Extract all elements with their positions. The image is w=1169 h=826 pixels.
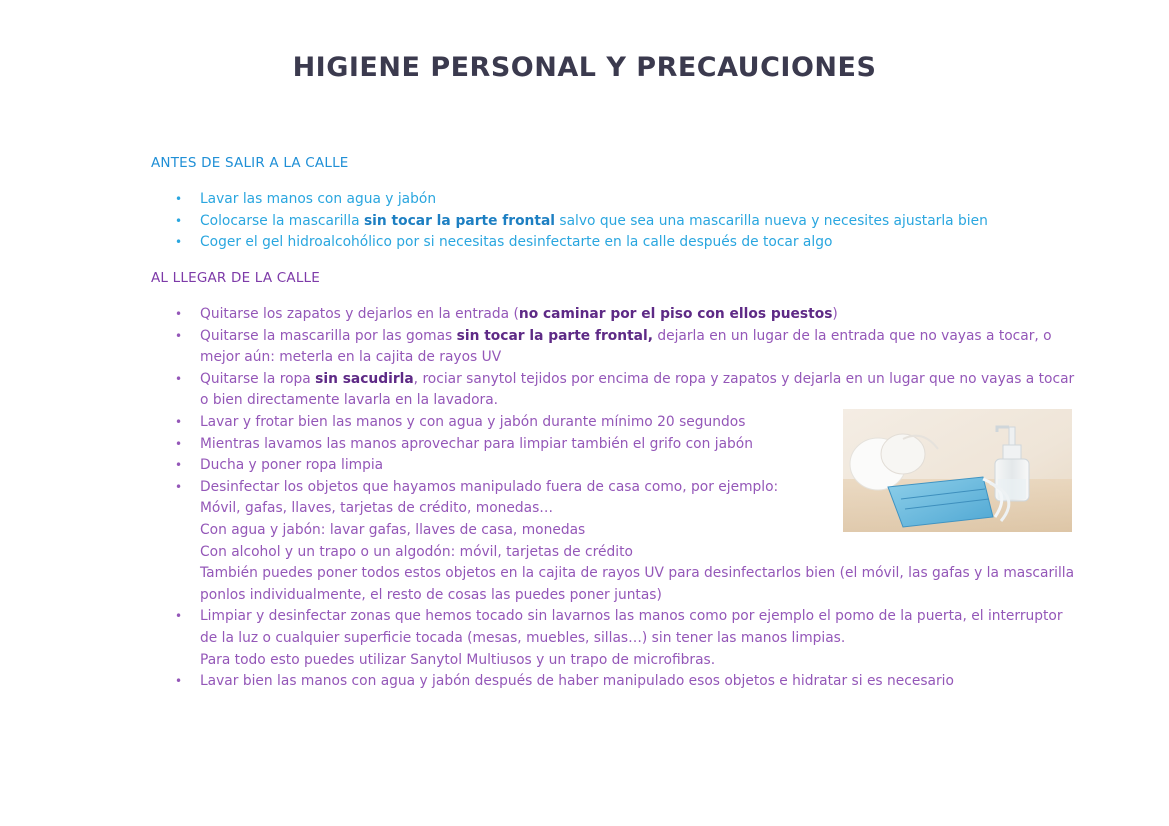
item-text: Desinfectar los objetos que hayamos manipulado fuera de casa como, por ejemplo: — [200, 478, 779, 495]
section-heading-after: AL LLEGAR DE LA CALLE — [151, 270, 320, 286]
sub-line: Móvil, gafas, llaves, tarjetas de crédito, monedas… — [200, 500, 554, 517]
item-text-pre: Quitarse la ropa — [200, 370, 316, 387]
list-item — [151, 369, 1076, 412]
list-item — [151, 232, 1051, 254]
bullet-icon: • — [175, 328, 183, 343]
sub-line: Para todo esto puedes utilizar Sanytol Multiusos y un trapo de microfibras. — [200, 651, 716, 668]
list-item — [151, 189, 1051, 211]
bullet-icon: • — [175, 235, 183, 250]
sub-line: Con alcohol y un trapo o un algodón: móvil, tarjetas de crédito — [200, 543, 633, 560]
masks-and-sanitizer-photo — [843, 409, 1072, 532]
bullet-icon: • — [175, 479, 183, 494]
sub-line: Con agua y jabón: lavar gafas, llaves de casa, monedas — [200, 521, 586, 538]
bullet-icon: • — [175, 458, 183, 473]
item-text: Lavar bien las manos con agua y jabón después de haber manipulado esos objetos e hidratar si es necesario — [200, 673, 954, 690]
bullet-icon: • — [175, 213, 183, 228]
bullet-icon: • — [175, 192, 183, 206]
bullet-icon: • — [175, 414, 183, 429]
bullet-icon: • — [175, 674, 183, 689]
item-text: Mientras lavamos las manos aprovechar para limpiar también el grifo con jabón — [200, 435, 753, 452]
list-item — [151, 326, 1076, 369]
item-text-post: salvo que sea una mascarilla nueva y necesites ajustarla bien — [555, 212, 988, 229]
bullet-icon: • — [175, 371, 183, 386]
item-text: Coger el gel hidroalcohólico por si necesitas desinfectarte en la calle después de tocar algo — [200, 234, 833, 251]
item-text: Ducha y poner ropa limpia — [200, 457, 384, 474]
item-text-pre: Colocarse la mascarilla — [200, 212, 364, 229]
item-text-post: dejarla en un lugar de la entrada que no vayas a tocar, o mejor aún: meterla en la cajita de rayos UV — [200, 327, 1052, 366]
bullet-icon: • — [175, 609, 183, 624]
item-text-bold: sin tocar la parte frontal, — [456, 327, 653, 344]
item-text: Limpiar y desinfectar zonas que hemos tocado sin lavarnos las manos como por ejemplo el pomo de la puerta, el interruptor de la luz o cualquier superficie tocada (mesas, muebles, sillas…) sin tener las manos limpias. — [200, 608, 1063, 646]
item-text: Lavar las manos con agua y jabón — [200, 191, 437, 207]
item-text-pre: Quitarse la mascarilla por las gomas — [200, 327, 457, 344]
item-text-post: , rociar sanytol tejidos por encima de ropa y zapatos y dejarla en un lugar que no vayas a tocar o bien directamente lavarla en la lavadora. — [200, 370, 1075, 409]
item-text-pre: Quitarse los zapatos y dejarlos en la entrada ( — [200, 306, 519, 322]
before-list — [151, 189, 1051, 254]
list-item — [151, 606, 1076, 671]
item-text-post: ) — [832, 306, 838, 322]
sub-line: También puedes poner todos estos objetos en la cajita de rayos UV para desinfectarlos bien (el móvil, las gafas y la mascarilla ponlos individualmente, el resto de cosas las puedes poner juntas) — [200, 565, 1075, 603]
bullet-icon: • — [175, 307, 183, 321]
page-title: HIGIENE PERSONAL Y PRECAUCIONES — [292, 52, 877, 83]
item-text-bold: sin sacudirla — [315, 370, 414, 387]
list-item — [151, 304, 1076, 326]
list-item — [151, 671, 1076, 693]
bullet-icon: • — [175, 436, 183, 451]
list-item — [151, 211, 1051, 233]
section-heading-before: ANTES DE SALIR A LA CALLE — [151, 155, 349, 171]
item-text: Lavar y frotar bien las manos y con agua y jabón durante mínimo 20 segundos — [200, 413, 746, 430]
item-text-bold: sin tocar la parte frontal — [363, 212, 556, 229]
item-text-bold: no caminar por el piso con ellos puestos — [518, 306, 833, 322]
